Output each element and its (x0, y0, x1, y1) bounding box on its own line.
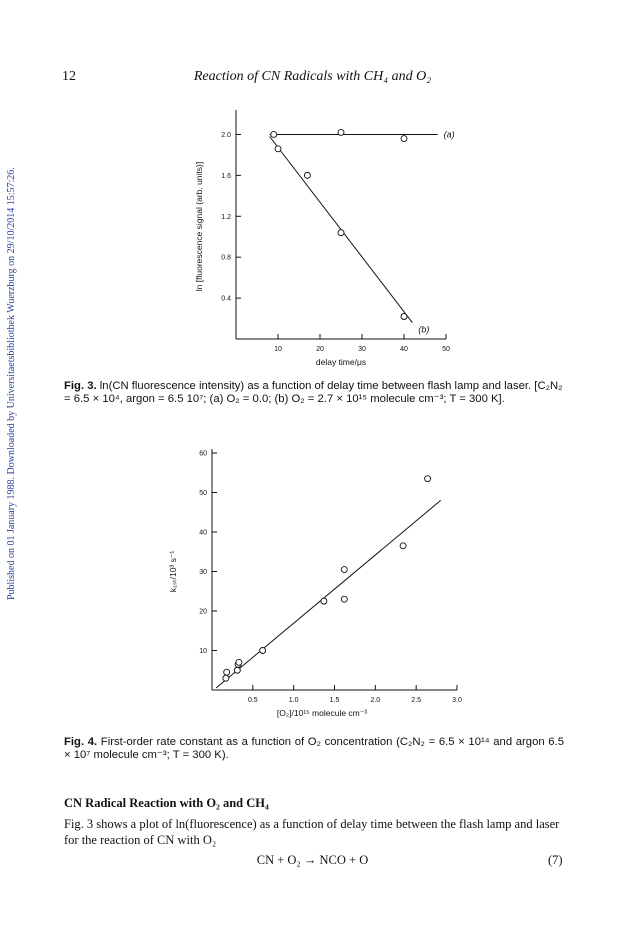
fig3-y-tick-label: 0.8 (221, 254, 231, 262)
fig4-fit-line-1 (216, 500, 441, 688)
fig3-data-point (338, 129, 344, 135)
fig3-x-tick-label: 40 (400, 346, 408, 353)
figure-3-caption (64, 380, 564, 406)
fig4-data-point (400, 543, 406, 549)
fig4-data-point (425, 476, 431, 482)
equation: CN + O₂ → NCO + O (256, 853, 369, 867)
fig3-x-tick-label: 50 (442, 346, 450, 353)
fig4-data-point (321, 598, 327, 604)
fig3-data-point (338, 230, 344, 236)
fig4-data-point (341, 567, 347, 573)
figure-4-caption-label: Fig. 4. (64, 736, 98, 748)
fig4-y-tick-label: 30 (199, 569, 207, 576)
fig3-data-point (401, 136, 407, 142)
fig3-data-point (275, 146, 281, 152)
fig4-x-axis-label: [O₂]/10¹⁵ molecule cm⁻³ (276, 708, 368, 718)
page-number: 12 (62, 69, 76, 84)
fig4-x-tick-label: 3.0 (452, 697, 462, 704)
figure-3-caption-text: ln(CN fluorescence intensity) as a function of delay time between flash lamp and laser. [C₂N₂ = 6.5 × 10⁴, argon = 6.5 10⁷; (a) O₂ = 0.0; (b) O₂ = 2.7 × 10¹⁵ molecule cm⁻³; T = 300 K]. (64, 380, 563, 405)
figure-3-plot (190, 95, 470, 370)
fig4-y-axis-label: k₁ₛₜ/10³ s⁻¹ (168, 550, 178, 593)
fig3-x-tick-label: 30 (358, 346, 366, 353)
equation-number: (7) (548, 853, 563, 867)
figure-4-caption-text: First-order rate constant as a function of O₂ concentration (C₂N₂ = 6.5 × 10¹⁴ and argon 6.5 × 10⁷ molecule cm⁻³; T = 300 K). (64, 736, 565, 761)
section-paragraph: Fig. 3 shows a plot of ln(fluorescence) as a function of delay time between the flash lamp and laser for the reaction of CN with O₂ (64, 817, 560, 847)
fig3-data-point (401, 314, 407, 320)
fig4-x-tick-label: 2.0 (370, 697, 381, 704)
fig3-y-tick-label: 1.6 (221, 172, 231, 180)
fig4-y-tick-label: 50 (199, 490, 207, 497)
fig3-y-tick-label: 0.4 (221, 295, 231, 303)
fig3-series-label: (b) (418, 324, 430, 335)
fig3-series-label: (a) (443, 129, 455, 140)
fig4-data-point (224, 669, 230, 675)
fig4-x-tick-label: 2.5 (411, 697, 422, 704)
fig3-x-axis-label: delay time/μs (315, 357, 367, 367)
section-heading: CN Radical Reaction with O₂ and CH₄ (64, 796, 269, 810)
fig4-x-tick-label: 1.0 (288, 697, 299, 704)
fig4-data-point (260, 648, 266, 654)
fig4-y-tick-label: 40 (199, 529, 207, 537)
fig4-data-point (236, 659, 242, 665)
fig4-y-tick-label: 20 (199, 608, 207, 616)
fig4-y-tick-label: 10 (199, 648, 207, 655)
fig3-x-tick-label: 20 (316, 346, 324, 353)
download-notice: Published on 01 January 1988. Downloaded by Universitaetsbibliothek Wuerzburg on 29/10/2014 15:57:26. (6, 167, 17, 600)
fig3-y-axis-label: ln [fluorescence signal (arb. units)] (194, 161, 204, 292)
fig4-data-point (341, 596, 347, 602)
fig4-y-tick-label: 60 (199, 450, 207, 458)
figure-4-caption (64, 736, 564, 762)
fig3-data-point (304, 172, 310, 178)
figure-3-caption-label: Fig. 3. (64, 380, 97, 392)
fig3-x-tick-label: 10 (274, 346, 282, 353)
running-title: Reaction of CN Radicals with CH₄ and O₂ (193, 69, 432, 84)
fig3-y-tick-label: 2.0 (221, 131, 231, 139)
fig4-x-tick-label: 1.5 (329, 697, 340, 704)
fig4-x-tick-label: 0.5 (247, 697, 258, 704)
fig4-data-point (234, 667, 240, 673)
fig3-data-point (271, 131, 277, 137)
fig3-y-tick-label: 1.2 (221, 213, 231, 221)
fig4-data-point (223, 675, 229, 681)
figure-4-plot (160, 440, 480, 735)
